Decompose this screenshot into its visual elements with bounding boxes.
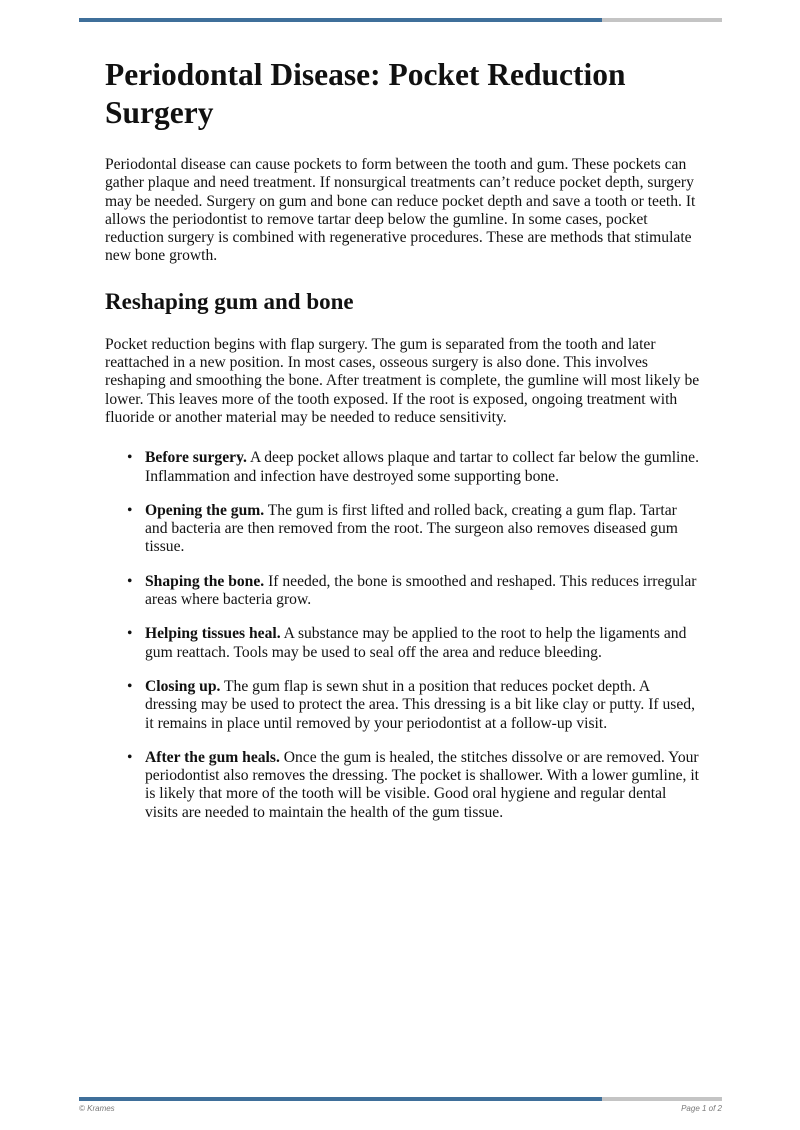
list-item [105,573,703,610]
header-progress-fill [79,18,602,22]
bullet-icon: • [127,572,133,590]
step-term: Helping tissues heal. [145,625,281,643]
step-text: Once the gum is healed, the stitches dissolve or are removed. Your periodontist also removes the dressing. The pocket is shallower. With a lower gumline, it is likely that more of the tooth will be visible. Good oral hygiene and regular dental visits are needed to maintain the health of the gum tissue. [145,748,700,821]
step-term: Closing up. [145,677,221,695]
bullet-icon: • [127,449,133,467]
list-item [105,449,703,486]
procedure-steps-list [105,449,703,822]
step-term: Opening the gum. [145,501,265,519]
bullet-icon: • [127,748,133,766]
header-progress-rule [79,18,722,22]
list-item [105,502,703,557]
list-item [105,625,703,662]
footer-copyright: © Krames [79,1104,115,1113]
intro-paragraph: Periodontal disease can cause pockets to form between the tooth and gum. These pockets can gather plaque and need treatment. If nonsurgical treatments can’t reduce pocket depth, surgery may be needed. Surgery on gum and bone can reduce pocket depth and save a tooth or teeth. It allows the periodontist to remove tartar deep below the gumline. In some cases, pocket reduction surgery is combined with regenerative procedures. These are methods that stimulate new bone growth. [105,156,696,265]
bullet-icon: • [127,501,133,519]
step-text: The gum flap is sewn shut in a position that reduces pocket depth. A dressing may be used to protect the area. This dressing is a bit like clay or putty. If used, it remains in place until removed by your periodontist at a follow-up visit. [145,677,695,732]
footer-progress-fill [79,1097,602,1101]
bullet-icon: • [127,625,133,643]
section-heading: Reshaping gum and bone [105,288,354,314]
step-text: A deep pocket allows plaque and tartar to collect far below the gumline. Inflammation and infection have destroyed some supporting bone. [145,449,699,485]
list-item [105,749,703,822]
step-text: The gum is first lifted and rolled back, creating a gum flap. Tartar and bacteria are then removed from the root. The surgeon also removes diseased gum tissue. [145,501,678,556]
bullet-icon: • [127,677,133,695]
step-term: After the gum heals. [145,748,280,766]
step-term: Before surgery. [145,449,247,467]
step-text: A substance may be applied to the root to help the ligaments and gum reattach. Tools may be used to seal off the area and reduce bleeding. [145,625,687,661]
page-title: Periodontal Disease: Pocket Reduction Surgery [105,57,626,130]
footer-progress-rule [79,1097,722,1101]
list-item [105,678,703,733]
footer-page-number: Page 1 of 2 [681,1104,722,1113]
step-text: If needed, the bone is smoothed and reshaped. This reduces irregular areas where bacteria grow. [145,572,697,609]
step-term: Shaping the bone. [145,572,265,590]
article [105,56,703,838]
section-paragraph: Pocket reduction begins with flap surgery. The gum is separated from the tooth and later reattached in a new position. In most cases, osseous surgery is also done. This involves reshaping and smoothing the bone. After treatment is complete, the gumline will most likely be lower. This leaves more of the tooth exposed. If the root is exposed, ongoing treatment with fluoride or another material may be needed to reduce sensitivity. [105,335,700,426]
